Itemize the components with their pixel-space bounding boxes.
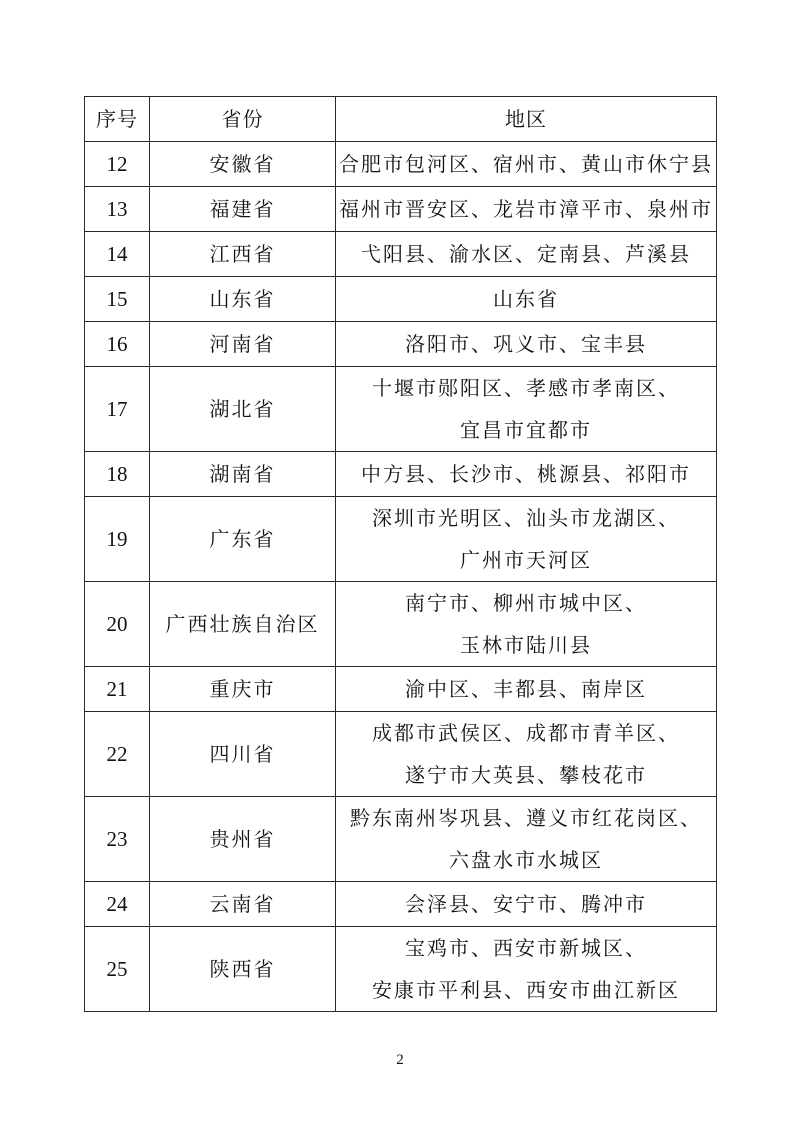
region-line: 宝鸡市、西安市新城区、 (405, 936, 647, 960)
row-index: 18 (85, 452, 150, 497)
region-line: 南宁市、柳州市城中区、 (405, 591, 647, 615)
header-province: 省份 (150, 97, 336, 142)
table-row (85, 497, 717, 582)
row-region (336, 712, 717, 797)
row-index: 15 (85, 277, 150, 322)
region-line: 玉林市陆川县 (460, 633, 592, 657)
table-row (85, 187, 717, 232)
row-province: 福建省 (150, 187, 336, 232)
row-index: 17 (85, 367, 150, 452)
row-index: 23 (85, 797, 150, 882)
region-line: 六盘水市水城区 (449, 848, 603, 872)
row-region (336, 452, 717, 497)
row-region (336, 232, 717, 277)
row-region (336, 797, 717, 882)
row-index: 16 (85, 322, 150, 367)
row-region (336, 667, 717, 712)
table-row (85, 927, 717, 1012)
table-row (85, 322, 717, 367)
row-region (336, 277, 717, 322)
row-province: 云南省 (150, 882, 336, 927)
row-region (336, 367, 717, 452)
row-province: 山东省 (150, 277, 336, 322)
row-province: 重庆市 (150, 667, 336, 712)
region-line: 成都市武侯区、成都市青羊区、 (372, 721, 680, 745)
row-province: 四川省 (150, 712, 336, 797)
table-row (85, 367, 717, 452)
row-region (336, 927, 717, 1012)
table-row (85, 142, 717, 187)
row-region (336, 882, 717, 927)
region-line: 黔东南州岑巩县、遵义市红花岗区、 (350, 806, 702, 830)
row-region (336, 187, 717, 232)
row-region (336, 582, 717, 667)
table-row (85, 232, 717, 277)
row-index: 13 (85, 187, 150, 232)
region-line: 广州市天河区 (460, 548, 592, 572)
row-index: 19 (85, 497, 150, 582)
page-number: 2 (396, 1052, 404, 1068)
row-index: 25 (85, 927, 150, 1012)
row-province: 贵州省 (150, 797, 336, 882)
table-row (85, 797, 717, 882)
region-line: 深圳市光明区、汕头市龙湖区、 (372, 506, 680, 530)
region-line: 十堰市郧阳区、孝感市孝南区、 (372, 376, 680, 400)
header-index: 序号 (85, 97, 150, 142)
row-province: 湖南省 (150, 452, 336, 497)
region-line: 合肥市包河区、宿州市、黄山市休宁县 (339, 152, 713, 176)
regions-table (84, 96, 717, 1012)
row-region (336, 142, 717, 187)
table-row (85, 712, 717, 797)
row-province: 河南省 (150, 322, 336, 367)
row-province: 湖北省 (150, 367, 336, 452)
row-index: 12 (85, 142, 150, 187)
region-line: 遂宁市大英县、攀枝花市 (405, 763, 647, 787)
table-header-row (85, 97, 717, 142)
region-line: 福州市晋安区、龙岩市漳平市、泉州市 (339, 197, 713, 221)
table-row (85, 882, 717, 927)
region-line: 洛阳市、巩义市、宝丰县 (405, 332, 647, 356)
region-line: 中方县、长沙市、桃源县、祁阳市 (361, 462, 691, 486)
header-region: 地区 (336, 97, 717, 142)
table-row (85, 452, 717, 497)
region-line: 渝中区、丰都县、南岸区 (405, 677, 647, 701)
row-region (336, 322, 717, 367)
table-row (85, 667, 717, 712)
table-body (85, 142, 717, 1012)
region-line: 山东省 (493, 287, 559, 311)
region-line: 宜昌市宜都市 (460, 418, 592, 442)
row-province: 广东省 (150, 497, 336, 582)
row-index: 14 (85, 232, 150, 277)
table-row (85, 277, 717, 322)
table-row (85, 582, 717, 667)
row-province: 江西省 (150, 232, 336, 277)
row-index: 21 (85, 667, 150, 712)
row-province: 陕西省 (150, 927, 336, 1012)
row-index: 22 (85, 712, 150, 797)
row-region (336, 497, 717, 582)
region-line: 会泽县、安宁市、腾冲市 (405, 892, 647, 916)
region-line: 安康市平利县、西安市曲江新区 (372, 978, 680, 1002)
row-index: 20 (85, 582, 150, 667)
row-index: 24 (85, 882, 150, 927)
region-line: 弋阳县、渝水区、定南县、芦溪县 (361, 242, 691, 266)
row-province: 安徽省 (150, 142, 336, 187)
row-province: 广西壮族自治区 (150, 582, 336, 667)
